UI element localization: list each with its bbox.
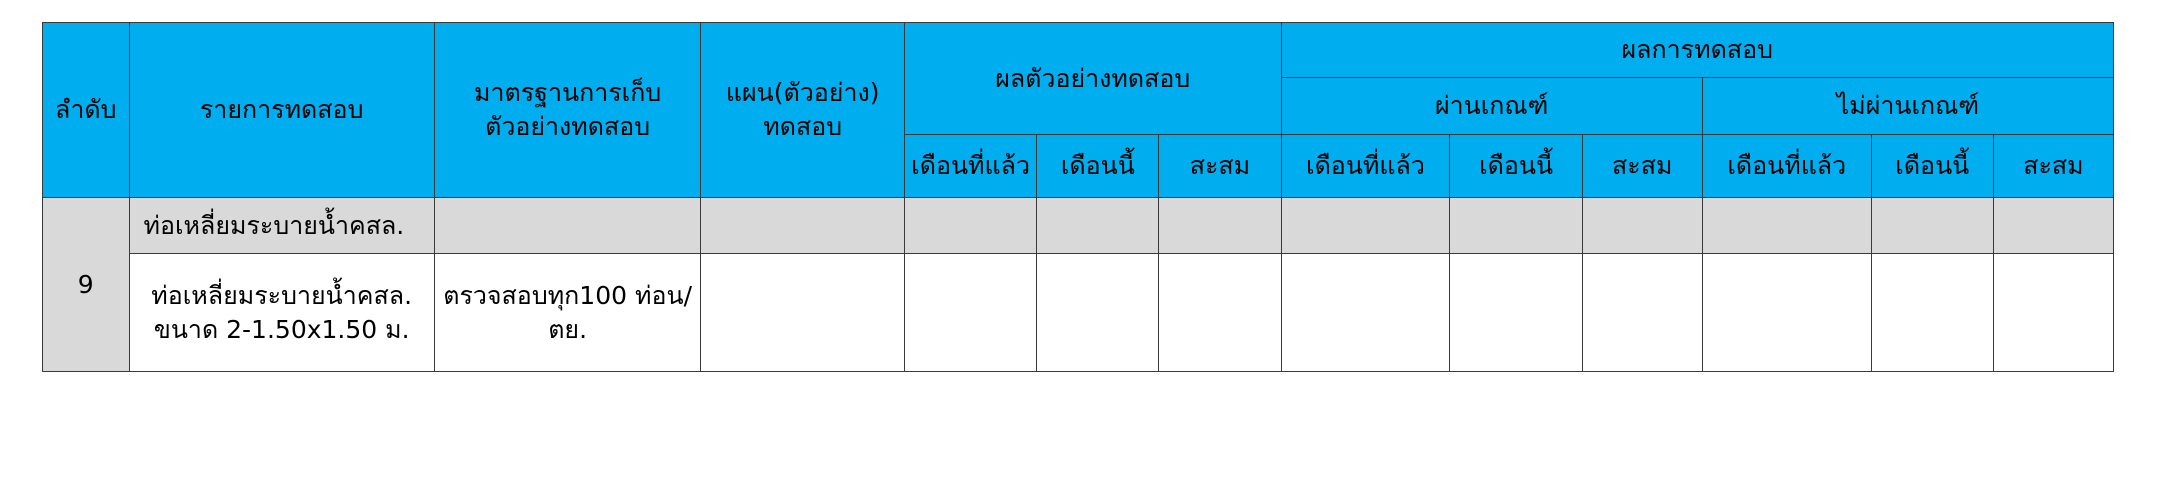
header-pass-cumulative: สะสม xyxy=(1582,135,1702,198)
cell-pass-cumulative xyxy=(1582,254,1702,372)
cell-sample-cumulative xyxy=(1159,254,1281,372)
cell-fail-this-month xyxy=(1871,254,1993,372)
cell-standard-line1: ตรวจสอบทุก100 xyxy=(443,280,628,310)
header-pass-last-month: เดือนที่แล้ว xyxy=(1281,135,1450,198)
cell-fail-cumulative xyxy=(1993,198,2113,254)
header-row-top xyxy=(43,23,2114,78)
header-fail-cumulative: สะสม xyxy=(1993,135,2113,198)
cell-test-item-line1: ท่อเหลี่ยมระบายน้ำคสล. xyxy=(143,210,405,240)
cell-fail-last-month xyxy=(1702,254,1871,372)
table-head xyxy=(43,23,2114,198)
cell-standard xyxy=(434,198,701,254)
cell-standard-line2: ท่อน/ตย. xyxy=(548,280,692,344)
cell-pass-last-month xyxy=(1281,254,1450,372)
cell-fail-cumulative xyxy=(1993,254,2113,372)
cell-pass-last-month xyxy=(1281,198,1450,254)
header-plan xyxy=(701,23,905,198)
cell-test-item-line2: ขนาด 2-1.50x1.50 ม. xyxy=(153,314,410,344)
header-sample-cumulative: สะสม xyxy=(1159,135,1281,198)
header-plan-line1: แผน(ตัวอย่าง) xyxy=(725,78,880,108)
table-row[interactable] xyxy=(43,198,2114,254)
cell-test-item-line1: ท่อเหลี่ยมระบายน้ำคสล. xyxy=(151,280,413,310)
cell-sample-this-month xyxy=(1037,198,1159,254)
cell-fail-last-month xyxy=(1702,198,1871,254)
test-results-table xyxy=(42,22,2114,372)
header-plan-line2: ทดสอบ xyxy=(763,112,843,141)
cell-standard xyxy=(434,254,701,372)
header-standard-line1: มาตรฐานการเก็บ xyxy=(473,78,662,108)
header-pass: ผ่านเกณฑ์ xyxy=(1281,78,1702,135)
cell-plan xyxy=(701,254,905,372)
cell-test-item xyxy=(129,254,434,372)
header-fail-this-month: เดือนนี้ xyxy=(1871,135,1993,198)
header-fail-last-month: เดือนที่แล้ว xyxy=(1702,135,1871,198)
header-seq: ลำดับ xyxy=(43,23,130,198)
cell-sample-this-month xyxy=(1037,254,1159,372)
header-standard xyxy=(434,23,701,198)
header-sample-results: ผลตัวอย่างทดสอบ xyxy=(904,23,1281,135)
table-row[interactable] xyxy=(43,254,2114,372)
header-test-item: รายการทดสอบ xyxy=(129,23,434,198)
cell-test-item xyxy=(129,198,434,254)
header-sample-last-month: เดือนที่แล้ว xyxy=(904,135,1036,198)
cell-pass-this-month xyxy=(1450,254,1582,372)
cell-sample-last-month xyxy=(904,254,1036,372)
report-sheet xyxy=(42,22,2114,372)
header-fail: ไม่ผ่านเกณฑ์ xyxy=(1702,78,2113,135)
header-sample-this-month: เดือนนี้ xyxy=(1037,135,1159,198)
cell-fail-this-month xyxy=(1871,198,1993,254)
header-standard-line2: ตัวอย่างทดสอบ xyxy=(485,112,651,141)
header-pass-this-month: เดือนนี้ xyxy=(1450,135,1582,198)
cell-seq: 9 xyxy=(43,198,130,372)
cell-pass-cumulative xyxy=(1582,198,1702,254)
table-body xyxy=(43,198,2114,372)
cell-plan xyxy=(701,198,905,254)
cell-pass-this-month xyxy=(1450,198,1582,254)
cell-sample-cumulative xyxy=(1159,198,1281,254)
cell-sample-last-month xyxy=(904,198,1036,254)
header-test-results: ผลการทดสอบ xyxy=(1281,23,2114,78)
